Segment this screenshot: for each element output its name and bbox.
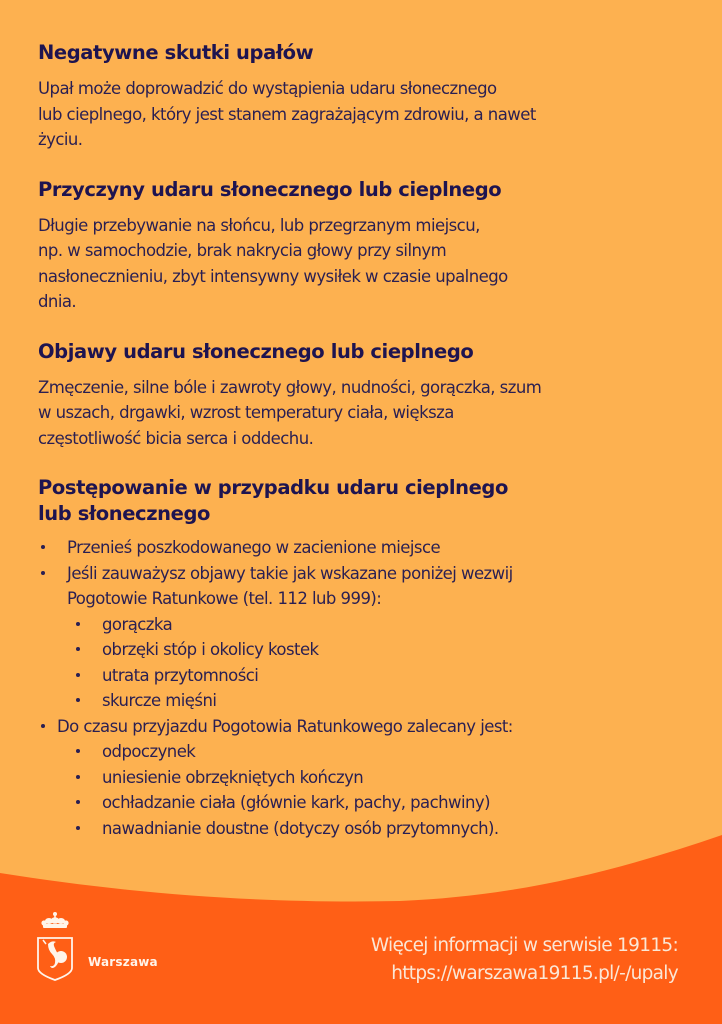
sublist-item — [73, 663, 688, 689]
shield-icon — [38, 938, 72, 980]
bullet-icon — [73, 688, 83, 714]
body-line: np. w samochodzie, brak nakrycia głowy przy silnym — [38, 241, 447, 260]
heading-line: Postępowanie w przypadku udaru cieplnego — [38, 476, 508, 499]
section-body — [38, 213, 688, 315]
section-heading: Objawy udaru słonecznego lub cieplnego — [38, 339, 474, 363]
more-info-text: Więcej informacji w serwisie 19115: — [370, 935, 678, 956]
list-item-text: Do czasu przyjazdu Pogotowia Ratunkowego zalecany jest: — [57, 716, 513, 736]
more-info — [371, 932, 678, 988]
bullet-icon — [73, 663, 83, 689]
more-info-link[interactable]: https://warszawa19115.pl/-/upaly — [391, 963, 678, 984]
procedure-list-continued — [38, 714, 688, 740]
list-item-text: Jeśli zauważysz objawy takie jak wskazane poniżej wezwij — [67, 563, 513, 583]
body-line: życiu. — [38, 130, 83, 149]
section-heading — [38, 475, 688, 527]
sublist-item-text: utrata przytomności — [102, 665, 259, 685]
sublist-item — [73, 612, 688, 638]
recommendations-sublist — [73, 739, 688, 841]
symptoms-sublist — [73, 612, 688, 714]
section-body — [38, 375, 688, 452]
sublist-item — [73, 790, 688, 816]
bullet-icon — [73, 612, 83, 638]
sublist-item — [73, 816, 688, 842]
body-line: Długie przebywanie na słońcu, lub przegrzanym miejscu, — [38, 215, 480, 235]
main-content — [38, 40, 688, 865]
bullet-icon — [73, 816, 83, 842]
bullet-icon — [38, 714, 48, 740]
body-line: lub cieplnego, który jest stanem zagrażającym zdrowiu, a nawet — [38, 104, 536, 124]
body-line: dnia. — [38, 292, 77, 311]
crown-icon — [41, 912, 68, 928]
sublist-item — [73, 765, 688, 791]
sublist-item-text: ochładzanie ciała (głównie kark, pachy, pachwiny) — [102, 793, 491, 812]
bullet-icon — [73, 739, 83, 765]
sublist-item-text: uniesienie obrzękniętych kończyn — [102, 767, 364, 787]
body-line: częstotliwość bicia serca i oddechu. — [38, 428, 314, 448]
bullet-icon — [73, 790, 83, 816]
sublist-item — [73, 739, 688, 765]
list-item — [38, 535, 688, 561]
section-procedure — [38, 475, 688, 841]
bullet-icon — [73, 765, 83, 791]
procedure-list — [38, 535, 688, 612]
sublist-item-text: obrzęki stóp i okolicy kostek — [102, 640, 319, 659]
section-negative-effects — [38, 40, 688, 153]
body-line: nasłonecznieniu, zbyt intensywny wysiłek w czasie upalnego — [38, 266, 508, 286]
body-line: Zmęczenie, silne bóle i zawroty głowy, nudności, gorączka, szum — [38, 377, 542, 397]
logo-text: Warszawa — [88, 955, 158, 969]
section-causes — [38, 177, 688, 315]
sublist-item — [73, 688, 688, 714]
sublist-item — [73, 637, 688, 663]
sublist-item-text: skurcze mięśni — [102, 691, 217, 710]
bullet-icon — [38, 561, 48, 587]
list-item-text: Pogotowie Ratunkowe (tel. 112 lub 999): — [67, 589, 382, 608]
heading-line: lub słonecznego — [38, 502, 211, 525]
body-line: w uszach, drgawki, wzrost temperatury ciała, większa — [38, 403, 454, 422]
list-item — [38, 561, 688, 612]
sublist-item-text: gorączka — [102, 614, 173, 634]
section-symptoms — [38, 339, 688, 452]
body-line: Upał może doprowadzić do wystąpienia udaru słonecznego — [38, 79, 497, 98]
bullet-icon — [73, 637, 83, 663]
sublist-item-text: nawadnianie doustne (dotyczy osób przytomnych). — [102, 818, 499, 838]
section-heading: Negatywne skutki upałów — [38, 41, 314, 64]
section-heading: Przyczyny udaru słonecznego lub cieplnego — [38, 177, 502, 201]
bullet-icon — [38, 535, 48, 561]
list-item-text: Przenieś poszkodowanego w zacienione miejsce — [67, 538, 441, 557]
sublist-item-text: odpoczynek — [102, 742, 196, 761]
warsaw-mermaid-crest-icon — [34, 910, 184, 985]
section-body — [38, 76, 688, 153]
list-item — [38, 714, 688, 740]
